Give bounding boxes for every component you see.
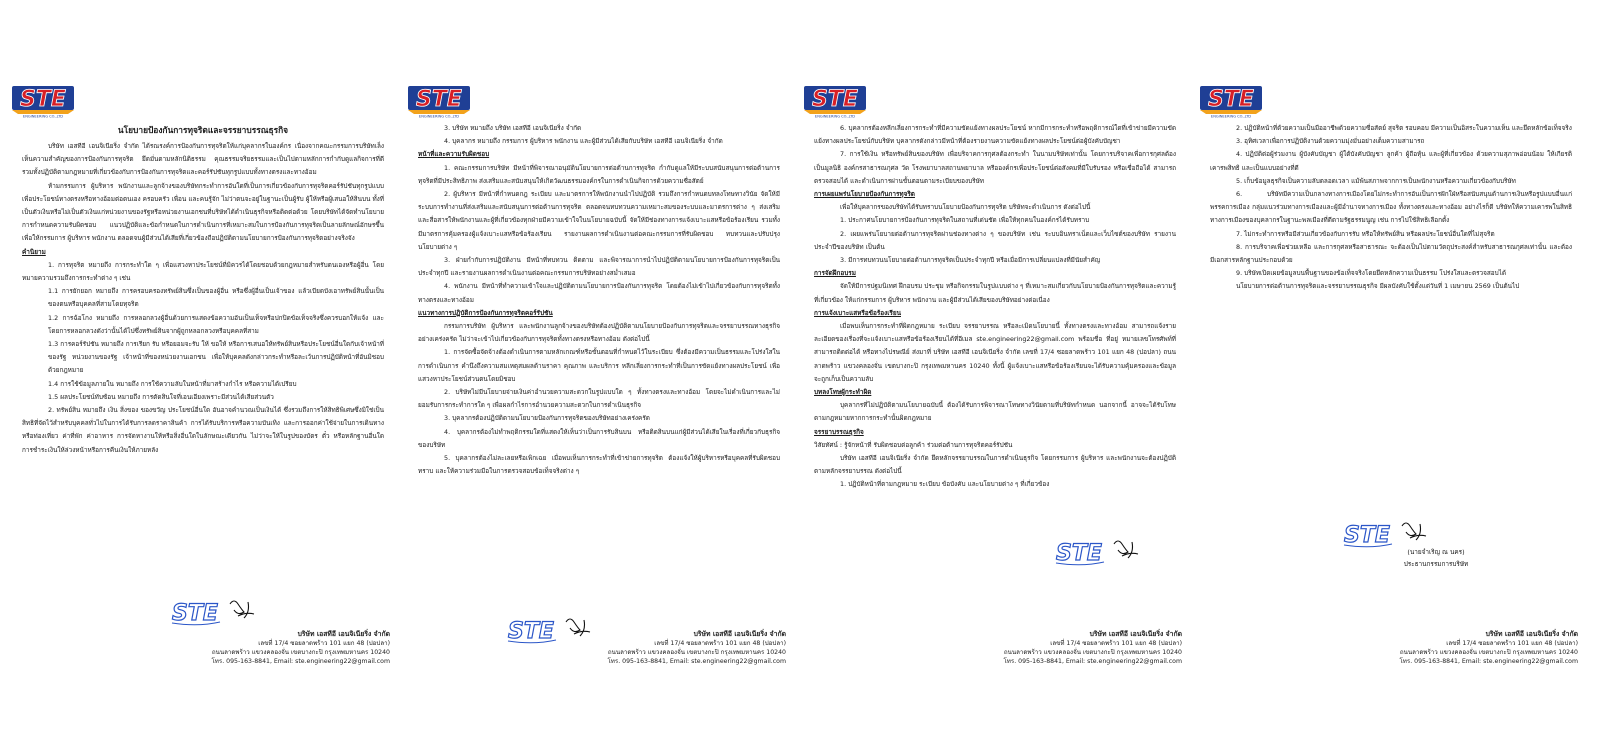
footer-address-line1: เลขที่ 17/4 ซอยลาดพร้าว 101 แยก 48 (ปอปลา)	[1050, 640, 1182, 647]
paragraph: 4. ปฏิบัติต่อผู้ร่วมงาน ผู้บังคับบัญชา ผู้ใต้บังคับบัญชา ลูกค้า ผู้ถือหุ้น และผู้ที่เกี่ยวข้อง ด้วยความสุภาพอ่อนน้อม ให้เกียรติ เคารพสิทธิ และเป็นแบบอย่างที่ดี	[1210, 150, 1572, 172]
paragraph: 2. ทรัพย์สิน หมายถึง เงิน สิ่งของ ของขวัญ ประโยชน์อื่นใด อันอาจคำนวณเป็นเงินได้ ซึ่งรวมถึงการให้สิทธิพิเศษซึ่งมิใช่เป็นสิทธิที่จัดไว้สำหรับบุคคลทั่วไปในการได้รับการลดราคาสินค้า การได้รับบริการหรือความบันเทิง และการออกค่าใช้จ่ายในการเดินทางหรือท่องเที่ยว ค่าที่พัก ค่าอาหาร การจัดหางานให้หรือสิ่งอื่นใดในลักษณะเดียวกัน ไม่ว่าจะให้ในรูปของบัตร ตั๋ว หรือหลักฐานอื่นใด การชำระเงินให้ล่วงหน้าหรือการคืนเงินให้ภายหลัง	[22, 406, 384, 454]
logo-text: STE	[1208, 87, 1254, 112]
signer-title: ประธานกรรมการบริษัท	[1403, 560, 1469, 568]
signer-block	[1346, 546, 1526, 570]
ste-logo	[802, 80, 868, 118]
footer-company: บริษัท เอสทีอี เอนจิเนียริ่ง จำกัด	[1089, 630, 1182, 638]
paragraph: 5. เก็บข้อมูลธุรกิจเป็นความลับตลอดเวลา แม้พ้นสภาพจากการเป็นพนักงานหรือความเกี่ยวข้องกับบริษัท	[1236, 176, 1516, 185]
stamp-graphic	[1052, 534, 1148, 568]
section-heading: แนวทางการปฏิบัติการป้องกันการทุจริตคอร์รัปชัน	[418, 308, 553, 317]
paragraph: เพื่อให้บุคลากรของบริษัทได้รับทราบนโยบายป้องกันการทุจริต บริษัทจะดำเนินการ ดังต่อไปนี้	[840, 203, 1091, 212]
paragraph: 6. บุคลากรต้องหลีกเลี่ยงการกระทำที่มีความขัดแย้งทางผลประโยชน์ หากมีการกระทำหรือพฤติการณ์ใดที่เข้าข่ายมีความขัดแย้งทางผลประโยชน์กับบริษัท บุคลากรดังกล่าวมีหน้าที่ต้องรายงานความขัดแย้งทางผลประโยชน์ต่อผู้บังคับบัญชา	[814, 124, 1176, 146]
logo-text: STE	[812, 87, 858, 112]
page-body	[418, 122, 780, 614]
paragraph: 1. การจัดซื้อจัดจ้างต้องดำเนินการตามหลักเกณฑ์หรือขั้นตอนที่กำหนดไว้ในระเบียบ ซึ่งต้องมีความเป็นธรรมและโปร่งใสในการดำเนินการ คำนึงถึงความสมเหตุสมผลด้านราคา คุณภาพ และบริการ หลีกเลี่ยงการกระทำที่เป็นการขัดแย้งทางผลประโยชน์ เพื่อแสวงหาประโยชน์ส่วนตนโดยมิชอบ	[418, 348, 780, 383]
ste-logo	[1198, 80, 1264, 118]
logo-subtext: ENGINEERING CO.,LTD	[418, 114, 460, 118]
paragraph: 2. บริษัทไม่มีนโยบายจ่ายเงินค่าอำนวยความสะดวกในรูปแบบใด ๆ ทั้งทางตรงและทางอ้อม โดยจะไม่ดำเนินการและไม่ยอมรับการกระทำการใด ๆ เพื่อผลกำไรการอำนวยความสะดวกในการดำเนินธุรกิจ	[418, 388, 780, 410]
section-heading: การจัดฝึกอบรม	[814, 269, 856, 278]
paragraph: ห้ามกรรมการ ผู้บริหาร พนักงานและลูกจ้างของบริษัทกระทำการอันใดที่เป็นการเกี่ยวข้องกับการทุจริตคอร์รัปชันทุกรูปแบบ เพื่อประโยชน์ทางตรงหรือทางอ้อมต่อตนเอง ครอบครัว เพื่อน และคนรู้จัก ไม่ว่าตนจะอยู่ในฐานะเป็นผู้รับ ผู้ให้หรือผู้เสนอให้สินบน ทั้งที่เป็นตัวเงินหรือไม่เป็นตัวเงินแก่หน่วยงานของรัฐหรือหน่วยงานเอกชนที่บริษัทได้ดำเนินธุรกิจหรือติดต่อด้วย โดยบริษัทได้จัดทำนโยบายการกำหนดความรับผิดชอบ แนวปฏิบัติและข้อกำหนดในการดำเนินการที่เหมาะสมในการป้องกันการทุจริตเป็นลายลักษณ์อักษรขึ้น เพื่อให้กรรมการ ผู้บริหาร พนักงาน ตลอดจนผู้มีส่วนได้เสียที่เกี่ยวข้องถือปฏิบัติตามนโยบายการป้องกันการทุจริตอย่างจริงจัง	[22, 181, 384, 243]
paragraph: บุคลากรที่ไม่ปฏิบัติตามนโยบายฉบับนี้ ต้องได้รับการพิจารณาโทษทางวินัยตามที่บริษัทกำหนด นอกจากนี้ อาจจะได้รับโทษตามกฎหมายหากการกระทำนั้นผิดกฎหมาย	[814, 401, 1176, 423]
logo-text: STE	[416, 87, 462, 112]
section-heading: การแจ้งเบาะแสหรือข้อร้องเรียน	[814, 308, 901, 317]
ste-logo-graphic	[1198, 80, 1264, 118]
paragraph: 4. บุคลากรต้องไม่ทำพฤติกรรมใดที่แสดงให้เห็นว่าเป็นการรับสินบน หรือติดสินบนแก่ผู้มีส่วนได้เสียในเรื่องที่เกี่ยวกับธุรกิจของบริษัท	[418, 427, 780, 449]
signer-name: (นายจำเริญ ณ นคร)	[1407, 548, 1465, 556]
footer-address-line2: ถนนลาดพร้าว แขวงคลองจั่น เขตบางกะปิ กรุงเทพมหานคร 10240	[1399, 649, 1578, 656]
paragraph: 1.2 การฉ้อโกง หมายถึง การหลอกลวงผู้อื่นด้วยการแสดงข้อความอันเป็นเท็จหรือปกปิดข้อเท็จจริงซึ่งควรบอกให้แจ้ง และโดยการหลอกลวงดังว่านั้นได้ไปซึ่งทรัพย์สินจากผู้ถูกหลอกลวงหรือบุคคลที่สาม	[48, 313, 384, 335]
page-footer	[554, 630, 786, 674]
ste-logo	[10, 80, 76, 118]
page-footer	[1346, 630, 1578, 674]
paragraph: 1. ปฏิบัติหน้าที่ตามกฎหมาย ระเบียบ ข้อบังคับ และนโยบายต่าง ๆ ที่เกี่ยวข้อง	[840, 480, 1050, 489]
paragraph: บริษัท เอสทีอี เอนจิเนียริ่ง จำกัด ได้รณรงค์การป้องกันการทุจริตให้แก่บุคลากรในองค์กร เนื่องจากคณะกรรมการบริษัทเล็งเห็นความสำคัญของการป้องกันการทุจริต ยึดมั่นตามหลักนิติธรรม คุณธรรมจริยธรรมและเป็นไปตามหลักการกำกับดูแลกิจการที่ดี รวมทั้งปฏิบัติตามกฎหมายที่เกี่ยวข้องกับการป้องกันการทุจริตและคอร์รัปชันทุกรูปแบบทั้งทางตรงและทางอ้อม	[22, 142, 384, 177]
footer-address-line2: ถนนลาดพร้าว แขวงคลองจั่น เขตบางกะปิ กรุงเทพมหานคร 10240	[1003, 649, 1182, 656]
paragraph: กรรมการบริษัท ผู้บริหาร และพนักงานลูกจ้างของบริษัทต้องปฏิบัติตามนโยบายป้องกันการทุจริตและจรรยาบรรณทางธุรกิจอย่างเคร่งครัด ไม่ว่าจะเข้าไปเกี่ยวข้องกับการทุจริตทั้งทางตรงหรือทางอ้อม ดังต่อไปนี้	[418, 322, 780, 344]
footer-address-line1: เลขที่ 17/4 ซอยลาดพร้าว 101 แยก 48 (ปอปลา)	[654, 640, 786, 647]
paragraph: จัดให้มีการปฐมนิเทศ ฝึกอบรม ประชุม หรือกิจกรรมในรูปแบบต่าง ๆ ที่เหมาะสมเกี่ยวกับนโยบายป้องกันการทุจริตและความรู้ที่เกี่ยวข้อง ให้แก่กรรมการ ผู้บริหาร พนักงาน และผู้มีส่วนได้เสียของบริษัทอย่างต่อเนื่อง	[814, 282, 1176, 304]
policy-page-3	[800, 76, 1188, 684]
footer-address-line1: เลขที่ 17/4 ซอยลาดพร้าว 101 แยก 48 (ปอปลา)	[258, 640, 390, 647]
footer-contact: โทร. 095-163-8841, Email: ste.engineering22@gmail.com	[1003, 658, 1182, 665]
section-heading: จรรยาบรรณธุรกิจ	[814, 427, 864, 436]
footer-address-line2: ถนนลาดพร้าว แขวงคลองจั่น เขตบางกะปิ กรุงเทพมหานคร 10240	[211, 649, 390, 656]
stamp-graphic	[168, 594, 264, 628]
paragraph: เมื่อพบเห็นการกระทำที่ผิดกฎหมาย ระเบียบ จรรยาบรรณ หรือละเมิดนโยบายนี้ ทั้งทางตรงและทางอ้อม สามารถแจ้งรายละเอียดของเรื่องที่จะแจ้งเบาะแสหรือข้อร้องเรียนได้ที่อีเมล ste.engineering22@gmail.com พร้อมชื่อ ที่อยู่ หมายเลขโทรศัพท์ที่สามารถติดต่อได้ หรือทางไปรษณีย์ ส่งมาที่ บริษัท เอสทีอี เอนจิเนียริ่ง จำกัด เลขที่ 17/4 ซอยลาดพร้าว 101 แยก 48 (ปอปลา) ถนนลาดพร้าว แขวงคลองจั่น เขตบางกะปิ กรุงเทพมหานคร 10240 ทั้งนี้ ผู้แจ้งเบาะแสหรือข้อร้องเรียนจะได้รับความคุ้มครองและข้อมูลจะถูกเก็บเป็นความลับ	[814, 322, 1176, 383]
paragraph: 1.1 การยักยอก หมายถึง การครอบครองทรัพย์สินซึ่งเป็นของผู้อื่น หรือซึ่งผู้อื่นเป็นเจ้าของ แล้วเบียดบังเอาทรัพย์สินนั้นเป็นของตนหรือบุคคลที่สามโดยทุจริต	[48, 287, 384, 309]
page-body	[22, 122, 384, 614]
footer-contact: โทร. 095-163-8841, Email: ste.engineering22@gmail.com	[607, 658, 786, 665]
footer-address-line2: ถนนลาดพร้าว แขวงคลองจั่น เขตบางกะปิ กรุงเทพมหานคร 10240	[607, 649, 786, 656]
logo-text: STE	[20, 87, 66, 112]
paragraph: 1.3 การคอร์รัปชัน หมายถึง การเรียก รับ หรือยอมจะรับ ให้ ขอให้ หรือการเสนอให้ทรัพย์สินหรือประโยชน์อื่นใดกับเจ้าหน้าที่ของรัฐ หน่วยงานของรัฐ เจ้าหน้าที่ของหน่วยงานเอกชน เพื่อให้บุคคลดังกล่าวกระทำหรือละเว้นการปฏิบัติหน้าที่อันมิชอบด้วยกฎหมาย	[48, 340, 384, 375]
paragraph: 7. การใช้เงิน หรือทรัพย์สินของบริษัท เพื่อบริจาคการกุศลต้องกระทำ ในนามบริษัทเท่านั้น โดยการบริจาคเพื่อการกุศลต้องเป็นมูลนิธิ องค์กรสาธารณกุศล วัด โรงพยาบาลสถานพยาบาล หรือองค์กรเพื่อประโยชน์ต่อสังคมที่มีใบรับรอง หรือเชื่อถือได้ สามารถตรวจสอบได้ และดำเนินการผ่านขั้นตอนตามระเบียบของบริษัท	[814, 150, 1176, 185]
stamp-graphic	[1340, 516, 1436, 550]
paragraph: 1. ประกาศนโยบายการป้องกันการทุจริตในสถานที่เด่นชัด เพื่อให้ทุกคนในองค์กรได้รับทราบ	[840, 216, 1090, 225]
footer-address-line1: เลขที่ 17/4 ซอยลาดพร้าว 101 แยก 48 (ปอปลา)	[1446, 640, 1578, 647]
paragraph: 2. ผู้บริหาร มีหน้าที่กำหนดกฎ ระเบียบ และมาตรการให้พนักงานนำไปปฏิบัติ รวมถึงการกำหนดบทลงโทษทางวินัย จัดให้มีระบบการทำงานที่ส่งเสริมและสนับสนุนการต่อต้านการทุจริต ตลอดจนทบทวนความเหมาะสมของระบบและมาตรการต่าง ๆ ส่งเสริมและสื่อสารให้พนักงานและผู้ที่เกี่ยวข้องทุกฝ่ายมีความเข้าใจในนโยบายฉบับนี้ จัดให้มีช่องทางการแจ้งเบาะแสหรือข้อร้องเรียน รวมทั้งมีมาตรการคุ้มครองผู้แจ้งเบาะแสหรือข้อร้องเรียน รายงานผลการดำเนินงานต่อคณะกรรมการที่รับผิดชอบ ทบทวนและปรับปรุงนโยบายต่าง ๆ	[418, 190, 780, 251]
section-heading: บทลงโทษผู้กระทำผิด	[814, 388, 872, 397]
section-heading: หน้าที่และความรับผิดชอบ	[418, 150, 490, 159]
footer-company: บริษัท เอสทีอี เอนจิเนียริ่ง จำกัด	[297, 630, 390, 638]
ste-logo-graphic	[10, 80, 76, 118]
stamp-logo-text: STE	[172, 601, 218, 626]
logo-subtext: ENGINEERING CO.,LTD	[814, 114, 856, 118]
ste-logo-graphic	[406, 80, 472, 118]
company-stamp-signature	[168, 594, 264, 628]
paragraph: 9. บริษัทเปิดเผยข้อมูลบนพื้นฐานของข้อเท็จจริงโดยยึดหลักความเป็นธรรม โปร่งใสและตรวจสอบได้	[1236, 269, 1507, 278]
page-footer	[158, 630, 390, 674]
section-heading: การเผยแพร่นโยบายป้องกันการทุจริต	[814, 190, 915, 199]
paragraph: 3. มีการทบทวนนโยบายต่อต้านการทุจริตเป็นประจำทุกปี หรือเมื่อมีการเปลี่ยนแปลงที่มีนัยสำคัญ	[840, 256, 1101, 265]
stamp-logo-text: STE	[508, 619, 554, 644]
paragraph: 1. คณะกรรมการบริษัท มีหน้าที่พิจารณาอนุมัตินโยบายการต่อต้านการทุจริต กำกับดูแลให้มีระบบสนับสนุนการต่อต้านการทุจริตที่มีประสิทธิภาพ ส่งเสริมและสนับสนุนให้เกิดวัฒนธรรมองค์กรในการดำเนินกิจการด้วยความซื่อสัตย์	[418, 163, 780, 185]
paragraph: 5. บุคลากรต้องไม่ละเลยหรือเพิกเฉย เมื่อพบเห็นการกระทำที่เข้าข่ายการทุจริต ต้องแจ้งให้ผู้บริหารหรือบุคคลที่รับผิดชอบทราบ และให้ความร่วมมือในการตรวจสอบข้อเท็จจริงต่าง ๆ	[418, 454, 780, 476]
paragraph: บริษัท เอสทีอี เอนจิเนียริ่ง จำกัด ยึดหลักจรรยาบรรณในการดำเนินธุรกิจ โดยกรรมการ ผู้บริหาร และพนักงานจะต้องปฏิบัติตามหลักจรรยาบรรณ ดังต่อไปนี้	[814, 454, 1176, 476]
logo-subtext: ENGINEERING CO.,LTD	[1210, 114, 1252, 118]
policy-page-4	[1196, 76, 1584, 684]
paragraph: 1.4 การใช้ข้อมูลภายใน หมายถึง การใช้ความลับในหน้าที่มาสร้างกำไร หรือความได้เปรียบ	[48, 379, 297, 388]
footer-contact: โทร. 095-163-8841, Email: ste.engineering22@gmail.com	[1399, 658, 1578, 665]
page-body	[1210, 122, 1572, 504]
page-footer	[950, 630, 1182, 674]
policy-page-2	[404, 76, 792, 684]
paragraph: 1.5 ผลประโยชน์ทับซ้อน หมายถึง การตัดสินใจที่เอนเอียงเพราะมีส่วนได้เสียส่วนตัว	[48, 392, 274, 401]
page-title: นโยบายป้องกันการทุจริตและจรรยาบรรณธุรกิจ	[117, 125, 289, 135]
ste-logo-graphic	[802, 80, 868, 118]
paragraph: 7. ไม่กระทำการหรือมีส่วนเกี่ยวข้องกับการรับ หรือให้ทรัพย์สิน หรือผลประโยชน์อื่นใดที่ไม่สุจริต	[1236, 229, 1495, 238]
paragraph: 8. การบริจาคเพื่อช่วยเหลือ และการกุศลหรือสาธารณะ จะต้องเป็นไปตามวัตถุประสงค์สำหรับสาธารณกุศลเท่านั้น และต้องมีเอกสารหลักฐานประกอบด้วย	[1210, 242, 1572, 265]
paragraph: 2. ปฏิบัติหน้าที่ด้วยความเป็นมืออาชีพด้วยความซื่อสัตย์ สุจริต รอบคอบ มีความเป็นอิสระในความเห็น และยึดหลักข้อเท็จจริง	[1236, 124, 1572, 132]
stamp-logo-text: STE	[1344, 523, 1390, 548]
paragraph: 2. เผยแพร่นโยบายต่อต้านการทุจริตผ่านช่องทางต่าง ๆ ของบริษัท เช่น ระบบอินทราเน็ตและเว็บไซต์ของบริษัท รายงานประจำปีของบริษัท เป็นต้น	[814, 229, 1176, 251]
footer-company: บริษัท เอสทีอี เอนจิเนียริ่ง จำกัด	[693, 630, 786, 638]
footer-contact: โทร. 095-163-8841, Email: ste.engineering22@gmail.com	[211, 658, 390, 665]
paragraph: 1. การทุจริต หมายถึง การกระทำใด ๆ เพื่อแสวงหาประโยชน์ที่มิควรได้โดยชอบด้วยกฎหมายสำหรับตนเองหรือผู้อื่น โดยหมายความรวมถึงการกระทำต่าง ๆ เช่น	[22, 260, 384, 283]
paragraph: 4. พนักงาน มีหน้าที่ทำความเข้าใจและปฏิบัติตามนโยบายการป้องกันการทุจริต โดยต้องไม่เข้าไปเกี่ยวข้องกับการทุจริตทั้งทางตรงและทางอ้อม	[418, 282, 780, 304]
paragraph: 4. บุคลากร หมายถึง กรรมการ ผู้บริหาร พนักงาน และผู้มีส่วนได้เสียกับบริษัท เอสทีอี เอนจิเนียริ่ง จำกัด	[444, 137, 723, 146]
company-stamp-signature	[1340, 516, 1436, 550]
paragraph: 6. บริษัทมีความเป็นกลางทางการเมืองโดยไม่กระทำการอันเป็นการฝักใฝ่หรือสนับสนุนด้านการเงินหรือรูปแบบอื่นแก่พรรคการเมือง กลุ่มแนวร่วมทางการเมืองและผู้มีอำนาจทางการเมือง ทั้งทางตรงและทางอ้อม อย่างไรก็ดี บริษัทให้ความเคารพในสิทธิทางการเมืองของบุคลากรในฐานะพลเมืองที่ดีตามรัฐธรรมนูญ เช่น การไปใช้สิทธิเลือกตั้ง	[1210, 190, 1572, 225]
company-stamp-signature	[1052, 534, 1148, 568]
stamp-logo-text: STE	[1056, 541, 1102, 566]
paragraph: 3. บริษัท หมายถึง บริษัท เอสทีอี เอนจิเนียริ่ง จำกัด	[444, 124, 582, 132]
footer-company: บริษัท เอสทีอี เอนจิเนียริ่ง จำกัด	[1485, 630, 1578, 638]
paragraph: 3. ฝ่ายกำกับการปฏิบัติงาน มีหน้าที่ทบทวน ติดตาม และพิจารณาการนำไปปฏิบัติตามนโยบายการป้องกันการทุจริตเป็นประจำทุกปี และรายงานผลการดำเนินงานต่อคณะกรรมการบริษัทอย่างสม่ำเสมอ	[418, 256, 780, 278]
paragraph: นโยบายการต่อต้านการทุจริตและจรรยาบรรณธุรกิจ มีผลบังคับใช้ตั้งแต่วันที่ 1 เมษายน 2569 เป็นต้นไป	[1236, 282, 1520, 291]
paragraph: 3. บุคลากรต้องปฏิบัติตามนโยบายป้องกันการทุจริตของบริษัทอย่างเคร่งครัด	[444, 414, 650, 423]
paragraph: วิสัยทัศน์ : รู้จักหน้าที่ รับผิดชอบต่อลูกค้า ร่วมต่อต้านการทุจริตคอร์รัปชัน	[814, 440, 1013, 449]
policy-page-1	[8, 76, 396, 684]
section-heading: คำนิยาม	[22, 247, 46, 256]
logo-subtext: ENGINEERING CO.,LTD	[22, 114, 64, 118]
ste-logo	[406, 80, 472, 118]
paragraph: 3. อุทิศเวลาเพื่อการปฏิบัติงานด้วยความมุ่งมั่นอย่างเต็มความสามารถ	[1236, 137, 1425, 146]
